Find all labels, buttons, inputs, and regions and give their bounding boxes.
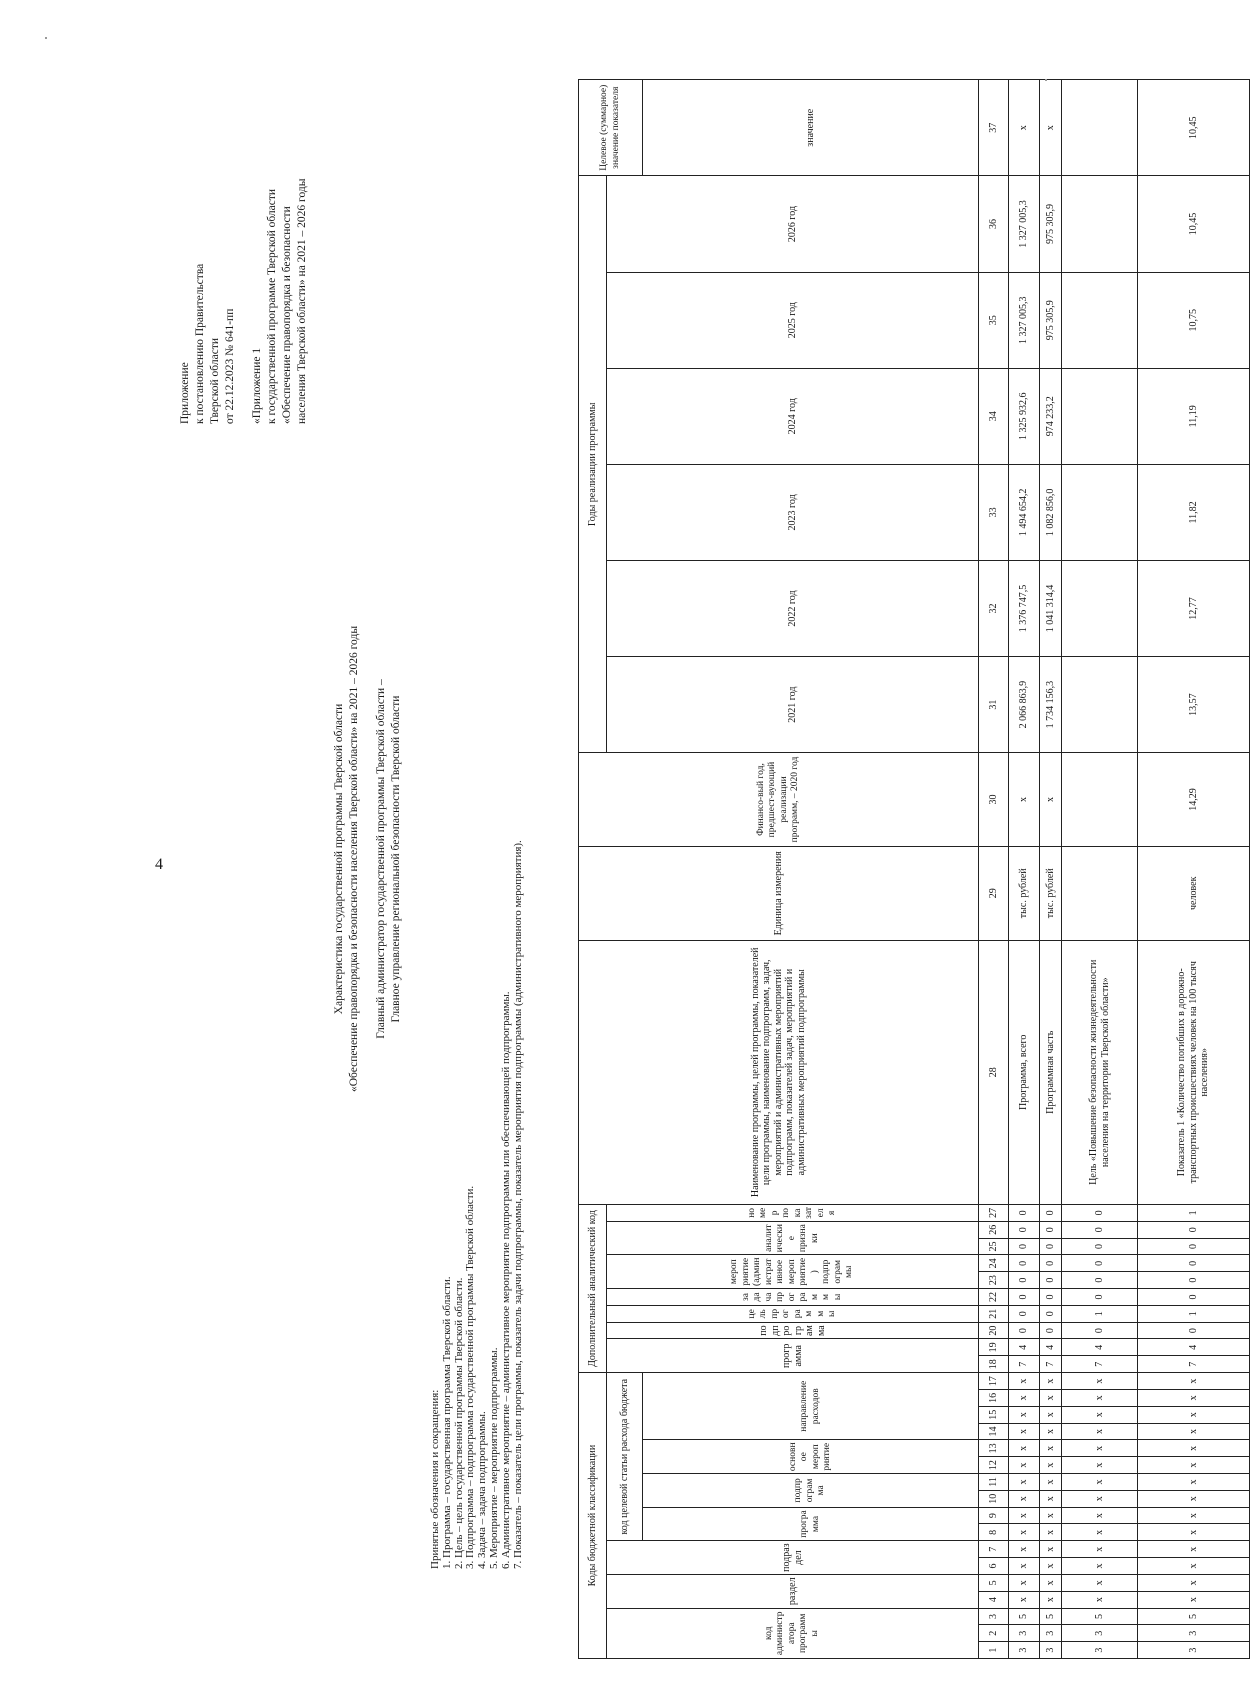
code-cell: х <box>1040 1541 1062 1558</box>
code-cell: х <box>1138 1574 1250 1591</box>
column-number: 33 <box>979 464 1009 560</box>
row-fin-year-value: х <box>1009 753 1040 847</box>
row-year-value <box>1062 368 1138 464</box>
code-cell: 5 <box>1062 1608 1138 1625</box>
column-number: 14 <box>979 1423 1009 1440</box>
code-cell: 0 <box>1138 1289 1250 1306</box>
column-number: 1 <box>979 1642 1009 1659</box>
row-unit <box>1062 846 1138 940</box>
title-line: Главное управление региональной безопасности Тверской области <box>390 695 402 1023</box>
header-subsection: подраздел <box>607 1541 979 1575</box>
code-cell: х <box>1062 1406 1138 1423</box>
column-number: 4 <box>979 1591 1009 1608</box>
code-cell: х <box>1138 1440 1250 1457</box>
row-year-value: 1 734 156,3 <box>1040 657 1062 753</box>
code-cell: 0 <box>1062 1322 1138 1339</box>
appendix-line: населения Тверской области» на 2021 – 2026 годы <box>296 178 308 424</box>
row-target-value: х <box>1040 80 1062 176</box>
code-cell: х <box>1040 1457 1062 1474</box>
row-fin-year-value: 14,29 <box>1138 753 1250 847</box>
code-cell: 5 <box>1009 1608 1040 1625</box>
code-cell: 0 <box>1009 1238 1040 1255</box>
appendix-block <box>178 94 310 424</box>
code-cell: 1 <box>1138 1305 1250 1322</box>
header-target: Целевое (суммарное) значение показателя <box>579 80 643 176</box>
column-number: 25 <box>979 1238 1009 1255</box>
column-number-row <box>979 80 1009 1659</box>
code-cell: 0 <box>1009 1322 1040 1339</box>
appendix-line: «Обеспечение правопорядка и безопасности <box>281 206 293 424</box>
code-cell: х <box>1138 1390 1250 1407</box>
code-cell: 3 <box>1009 1625 1040 1642</box>
row-year-value: 2 066 863,9 <box>1009 657 1040 753</box>
header-years: Годы реализации программы <box>579 176 607 753</box>
code-cell: х <box>1062 1591 1138 1608</box>
legend <box>430 519 524 1569</box>
row-fin-year-value: х <box>1040 753 1062 847</box>
code-cell: 3 <box>1138 1625 1250 1642</box>
row-year-value: 1 041 314,4 <box>1040 560 1062 656</box>
legend-item: 3. Подпрограмма – подпрограмма государственной программы Тверской области. <box>464 1185 477 1569</box>
column-number: 2 <box>979 1625 1009 1642</box>
code-cell: 0 <box>1062 1204 1138 1221</box>
code-cell: х <box>1040 1524 1062 1541</box>
appendix-line: к постановлению Правительства <box>194 263 206 424</box>
code-cell: х <box>1009 1390 1040 1407</box>
header-year: 2021 год <box>607 657 979 753</box>
header-budget-codes: Коды бюджетной классификации <box>579 1373 607 1659</box>
column-number: 6 <box>979 1558 1009 1575</box>
row-unit: человек <box>1138 846 1250 940</box>
code-cell: х <box>1138 1507 1250 1524</box>
appendix-line: «Приложение 1 <box>251 347 263 424</box>
column-number: 32 <box>979 560 1009 656</box>
code-cell: 0 <box>1040 1255 1062 1272</box>
code-cell: х <box>1040 1474 1062 1491</box>
column-number: 18 <box>979 1356 1009 1373</box>
header-main-event: основное мероприятие <box>643 1440 979 1474</box>
header-admin-code: код администратора программы <box>607 1608 979 1658</box>
column-number: 19 <box>979 1339 1009 1356</box>
row-target-value: х <box>1009 80 1040 176</box>
code-cell: х <box>1009 1490 1040 1507</box>
code-cell: 4 <box>1009 1339 1040 1356</box>
code-cell: х <box>1009 1558 1040 1575</box>
code-cell: 3 <box>1138 1642 1250 1659</box>
row-year-value: 1 327 005,3 <box>1009 272 1040 368</box>
code-cell: х <box>1062 1457 1138 1474</box>
code-cell: 0 <box>1009 1204 1040 1221</box>
row-year-value: 1 082 856,0 <box>1040 464 1062 560</box>
code-cell: х <box>1009 1524 1040 1541</box>
appendix-line: Тверской области <box>209 338 221 424</box>
row-year-value <box>1062 560 1138 656</box>
row-year-value: 11,82 <box>1138 464 1250 560</box>
legend-heading: Принятые обозначения и сокращения: <box>429 1389 441 1569</box>
code-cell: 0 <box>1040 1238 1062 1255</box>
code-cell: 0 <box>1009 1221 1040 1238</box>
row-year-value <box>1062 272 1138 368</box>
code-cell: 0 <box>1040 1204 1062 1221</box>
code-cell: 0 <box>1062 1238 1138 1255</box>
code-cell: х <box>1138 1490 1250 1507</box>
code-cell: 0 <box>1138 1238 1250 1255</box>
column-number: 28 <box>979 940 1009 1204</box>
code-cell: 3 <box>1040 1625 1062 1642</box>
header-a-program: программа <box>607 1339 979 1373</box>
code-cell: х <box>1062 1558 1138 1575</box>
header-name: Наименование программы, целей программы, показателей цели программы, наименование подпрограмм, задач, мероприятий и административных мероприятий подпрограмм, показателей задач, мероприятий и административных мероприятий подпрограммы <box>579 940 979 1204</box>
column-number: 37 <box>979 80 1009 176</box>
appendix-line: от 22.12.2023 № 641-пп <box>224 308 236 424</box>
column-number: 13 <box>979 1440 1009 1457</box>
header-fin-year: Финансо-вый год, предшест-вующий реализации программ, – 2020 год <box>579 753 979 847</box>
row-year-value <box>1062 176 1138 272</box>
row-year-value: 1 376 747,5 <box>1009 560 1040 656</box>
row-name: Программная часть <box>1040 940 1062 1204</box>
code-cell: х <box>1040 1558 1062 1575</box>
appendix-line: Приложение <box>179 362 191 424</box>
column-number: 15 <box>979 1406 1009 1423</box>
code-cell: х <box>1062 1373 1138 1390</box>
code-cell: х <box>1062 1541 1138 1558</box>
row-year-value: 1 327 005,3 <box>1009 176 1040 272</box>
row-year-value: 10,45 <box>1138 176 1250 272</box>
code-cell: 1 <box>1062 1305 1138 1322</box>
column-number: 23 <box>979 1272 1009 1289</box>
code-cell: 0 <box>1040 1289 1062 1306</box>
column-number: 7 <box>979 1541 1009 1558</box>
row-target-value <box>1062 80 1138 176</box>
code-cell: 3 <box>1062 1625 1138 1642</box>
column-number: 36 <box>979 176 1009 272</box>
code-cell: 7 <box>1040 1356 1062 1373</box>
column-number: 11 <box>979 1474 1009 1491</box>
column-number: 26 <box>979 1221 1009 1238</box>
legend-item: 2. Цель – цель государственной программы Тверской области. <box>452 1277 465 1569</box>
column-number: 5 <box>979 1574 1009 1591</box>
table-row <box>1138 80 1250 1659</box>
code-cell: 5 <box>1138 1608 1250 1625</box>
row-year-value: 12,77 <box>1138 560 1250 656</box>
row-year-value <box>1062 657 1138 753</box>
code-cell: 0 <box>1040 1322 1062 1339</box>
column-number: 22 <box>979 1289 1009 1306</box>
code-cell: 0 <box>1062 1272 1138 1289</box>
column-number: 8 <box>979 1524 1009 1541</box>
legend-item: 6. Административное мероприятие – административное мероприятие подпрограммы или обеспечивающей подпрограммы. <box>499 991 512 1569</box>
code-cell: х <box>1138 1558 1250 1575</box>
header-year: 2024 год <box>607 368 979 464</box>
code-cell: 3 <box>1009 1642 1040 1659</box>
code-cell: х <box>1040 1574 1062 1591</box>
code-cell: 4 <box>1040 1339 1062 1356</box>
header-year: 2022 год <box>607 560 979 656</box>
row-year-value: 11,19 <box>1138 368 1250 464</box>
column-number: 20 <box>979 1322 1009 1339</box>
row-year-value: 1 494 654,2 <box>1009 464 1040 560</box>
header-additional-code: Дополнительный аналитический код <box>579 1204 607 1372</box>
code-cell: 7 <box>1138 1356 1250 1373</box>
code-cell: 7 <box>1009 1356 1040 1373</box>
code-cell: 0 <box>1138 1255 1250 1272</box>
code-cell: х <box>1040 1440 1062 1457</box>
code-cell: х <box>1040 1591 1062 1608</box>
code-cell: х <box>1040 1406 1062 1423</box>
code-cell: 5 <box>1040 1608 1062 1625</box>
code-cell: х <box>1138 1373 1250 1390</box>
column-number: 16 <box>979 1390 1009 1407</box>
header-direction: направление расходов <box>643 1373 979 1440</box>
code-cell: х <box>1009 1474 1040 1491</box>
column-number: 21 <box>979 1305 1009 1322</box>
header-a-signs: аналитические признаки <box>607 1221 979 1255</box>
code-cell: х <box>1062 1507 1138 1524</box>
code-cell: 0 <box>1040 1305 1062 1322</box>
header-value: значение <box>643 80 979 176</box>
code-cell: х <box>1009 1541 1040 1558</box>
header-year: 2026 год <box>607 176 979 272</box>
code-cell: х <box>1040 1507 1062 1524</box>
code-cell: 0 <box>1009 1272 1040 1289</box>
code-cell: х <box>1138 1591 1250 1608</box>
title-line: Главный администратор государственной программы Тверской области – <box>375 679 387 1039</box>
legend-item: 1. Программа – государственная программа Тверской области. <box>440 1276 453 1569</box>
code-cell: х <box>1040 1390 1062 1407</box>
code-cell: х <box>1009 1406 1040 1423</box>
code-cell: х <box>1009 1591 1040 1608</box>
header-a-subprogram: подпрограмма <box>607 1322 979 1339</box>
code-cell: 0 <box>1138 1272 1250 1289</box>
row-name: Программа, всего <box>1009 940 1040 1204</box>
code-cell: х <box>1062 1490 1138 1507</box>
code-cell: 0 <box>1040 1221 1062 1238</box>
code-cell: 1 <box>1138 1204 1250 1221</box>
legend-item: 7. Показатель – показатель цели программы, показатель задачи подпрограммы, показатель мероприятия подпрограммы (административного мероприятия). <box>511 840 524 1569</box>
table-row <box>1040 80 1062 1659</box>
header-a-task: задача программы <box>607 1289 979 1306</box>
code-cell: х <box>1062 1474 1138 1491</box>
column-number: 34 <box>979 368 1009 464</box>
column-number: 9 <box>979 1507 1009 1524</box>
code-cell: 0 <box>1062 1221 1138 1238</box>
code-cell: х <box>1138 1457 1250 1474</box>
row-year-value: 13,57 <box>1138 657 1250 753</box>
column-number: 35 <box>979 272 1009 368</box>
code-cell: 7 <box>1062 1356 1138 1373</box>
code-cell: х <box>1040 1423 1062 1440</box>
column-number: 29 <box>979 846 1009 940</box>
title-line: Характеристика государственной программы Тверской области <box>333 703 345 1015</box>
row-target-value: 10,45 <box>1138 80 1250 176</box>
row-year-value: 975 305,9 <box>1040 272 1062 368</box>
code-cell: х <box>1009 1373 1040 1390</box>
code-cell: х <box>1009 1507 1040 1524</box>
header-unit: Единица измерения <box>579 846 979 940</box>
code-cell: 0 <box>1009 1305 1040 1322</box>
code-cell: 0 <box>1062 1289 1138 1306</box>
row-year-value: 974 233,2 <box>1040 368 1062 464</box>
code-cell: х <box>1138 1406 1250 1423</box>
row-fin-year-value <box>1062 753 1138 847</box>
column-number: 27 <box>979 1204 1009 1221</box>
column-number: 10 <box>979 1490 1009 1507</box>
code-cell: х <box>1009 1440 1040 1457</box>
column-number: 31 <box>979 657 1009 753</box>
header-program: программа <box>643 1507 979 1541</box>
page-number: 4 <box>155 856 163 873</box>
header-year: 2023 год <box>607 464 979 560</box>
column-number: 30 <box>979 753 1009 847</box>
code-cell: 0 <box>1040 1272 1062 1289</box>
code-cell: х <box>1138 1474 1250 1491</box>
row-year-value: 975 305,9 <box>1040 176 1062 272</box>
document-title <box>332 499 404 1219</box>
code-cell: 4 <box>1062 1339 1138 1356</box>
row-year-value <box>1062 464 1138 560</box>
header-a-goal: цель программы <box>607 1305 979 1322</box>
code-cell: 3 <box>1062 1642 1138 1659</box>
row-name: Цель «Повышение безопасности жизнедеятельности населения на территории Тверской области» <box>1062 940 1138 1204</box>
column-number: 17 <box>979 1373 1009 1390</box>
code-cell: х <box>1138 1541 1250 1558</box>
column-number: 24 <box>979 1255 1009 1272</box>
row-year-value: 10,75 <box>1138 272 1250 368</box>
table-row <box>1009 80 1040 1659</box>
code-cell: х <box>1040 1490 1062 1507</box>
code-cell: х <box>1062 1574 1138 1591</box>
row-unit: тыс. рублей <box>1040 846 1062 940</box>
code-cell: х <box>1138 1524 1250 1541</box>
row-year-value: 1 325 932,6 <box>1009 368 1040 464</box>
code-cell: 3 <box>1040 1642 1062 1659</box>
header-a-event: мероприятие (административное мероприятие) подпрограммы <box>607 1255 979 1289</box>
header-target-item: код целевой статьи расхода бюджета <box>607 1373 643 1541</box>
code-cell: х <box>1062 1524 1138 1541</box>
appendix-line: к государственной программе Тверской области <box>266 188 278 424</box>
scan-speck <box>1045 79 1047 81</box>
code-cell: х <box>1138 1423 1250 1440</box>
header-subprogram: подпрограмма <box>643 1474 979 1508</box>
code-cell: х <box>1009 1423 1040 1440</box>
code-cell: 0 <box>1009 1255 1040 1272</box>
legend-item: 4. Задача – задача подпрограммы. <box>476 1411 489 1569</box>
header-section: раздел <box>607 1574 979 1608</box>
code-cell: 0 <box>1062 1255 1138 1272</box>
row-unit: тыс. рублей <box>1009 846 1040 940</box>
program-characteristics-table <box>578 79 1250 1659</box>
column-number: 12 <box>979 1457 1009 1474</box>
header-year: 2025 год <box>607 272 979 368</box>
code-cell: х <box>1062 1390 1138 1407</box>
scan-speck <box>45 37 47 39</box>
code-cell: х <box>1009 1457 1040 1474</box>
code-cell: х <box>1062 1423 1138 1440</box>
row-name: Показатель 1 «Количество погибших в дорожно-транспортных происшествиях человек на 100 тысяч населения» <box>1138 940 1250 1204</box>
code-cell: 0 <box>1138 1322 1250 1339</box>
code-cell: 4 <box>1138 1339 1250 1356</box>
header-a-indicator: номер показателя <box>607 1204 979 1221</box>
legend-item: 5. Мероприятие – мероприятие подпрограммы. <box>487 1347 500 1569</box>
table-row <box>1062 80 1138 1659</box>
code-cell: х <box>1040 1373 1062 1390</box>
title-line: «Обеспечение правопорядка и безопасности населения Тверской области» на 2021 – 2026 годы <box>348 625 360 1093</box>
column-number: 3 <box>979 1608 1009 1625</box>
code-cell: 0 <box>1138 1221 1250 1238</box>
code-cell: 0 <box>1009 1289 1040 1306</box>
code-cell: х <box>1062 1440 1138 1457</box>
code-cell: х <box>1009 1574 1040 1591</box>
